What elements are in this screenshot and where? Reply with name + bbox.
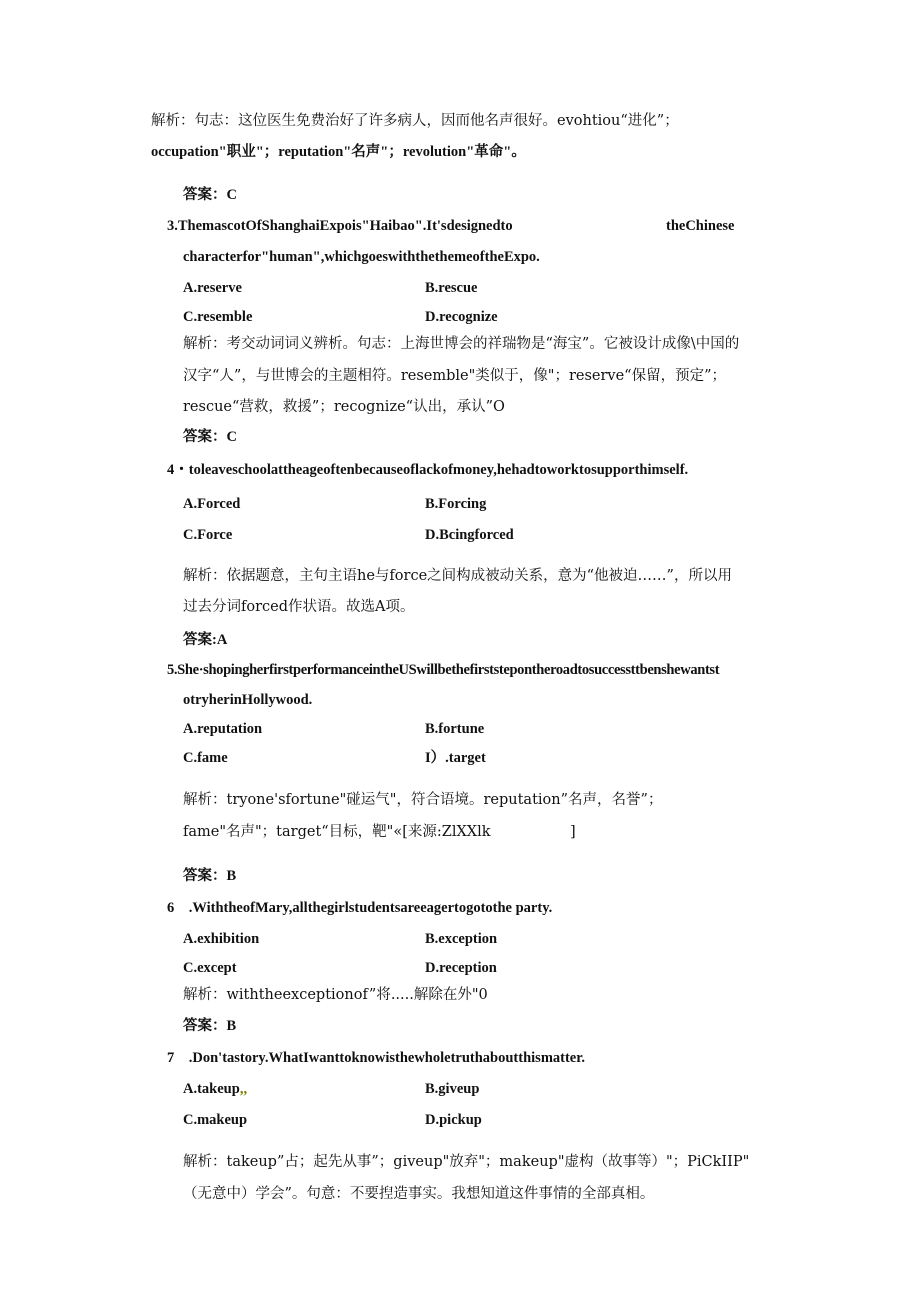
q3-option-c: C.resemble	[183, 309, 253, 325]
q7-option-a-mark: ,,	[239, 1081, 248, 1097]
question-5-line1: 5.She·shopingherfirstperformanceintheUSwillbethefirststepontheroadtosuccessttbenshewantst	[167, 662, 720, 678]
q5-option-b: B.fortune	[425, 721, 485, 737]
q6-option-a: A.exhibition	[183, 931, 260, 947]
q3-option-a: A.reserve	[183, 280, 242, 296]
q4-option-b: B.Forcing	[425, 496, 487, 512]
question-7: 7 .Don'tastory.WhatIwanttoknowisthewholetruthaboutthismatter.	[167, 1050, 585, 1066]
answer-q6: 答案：B	[183, 1018, 237, 1034]
q3-option-d: D.recognize	[425, 309, 498, 325]
q6-option-b: B.exception	[425, 931, 498, 947]
question-3-line2: characterfor"human",whichgoeswiththethemeoftheExpo.	[183, 249, 540, 265]
q4-option-c: C.Force	[183, 527, 233, 543]
explanation-q3-line2: 汉字“人”，与世博会的主题相符。resemble"类似于，像"；reserve“保留，预定”；	[183, 368, 727, 384]
question-4: 4・toleaveschoolattheageoftenbecauseoflackofmoney,hehadtoworktosupporthimself.	[167, 462, 689, 478]
explanation-q5-bracket: ]	[570, 824, 576, 840]
q7-option-a	[183, 1079, 247, 1099]
q6-option-d: D.reception	[425, 960, 497, 976]
q5-option-a: A.reputation	[183, 721, 263, 737]
explanation-q7-line1: 解析：takeup”占；起先从事”；giveup"放弃"；makeup"虚构（故事等）"；PiCkIIP"	[183, 1154, 750, 1170]
explanation-q3-line3: rescue“营救，救援”；recognize“认出，承认”O	[183, 399, 505, 415]
q6-option-c: C.except	[183, 960, 237, 976]
q4-option-a: A.Forced	[183, 496, 241, 512]
answer-q5: 答案：B	[183, 868, 237, 884]
question-5-line2: otryherinHollywood.	[183, 692, 313, 708]
explanation-q4-line2: 过去分词forced作状语。故选A项。	[183, 599, 415, 615]
explanation-q2-line2: occupation"职业"；reputation"名声"；revolution"革命"。	[151, 144, 526, 160]
q5-option-c: C.fame	[183, 750, 228, 766]
explanation-q2-line1: 解析：句志：这位医生免费治好了许多病人，因而他名声很好。evohtiou“进化”；	[151, 113, 679, 129]
explanation-q6: 解析：withtheexceptionof”将.....解除在外"0	[183, 987, 488, 1003]
answer-q4: 答案:A	[183, 632, 228, 648]
q4-option-d: D.Bcingforced	[425, 527, 514, 543]
q7-option-a-text: A.takeup	[183, 1081, 240, 1097]
question-6: 6 .WiththeofMary,allthegirlstudentsareeagertogotothe party.	[167, 900, 553, 916]
q3-option-b: B.rescue	[425, 280, 478, 296]
question-3-line1: 3.ThemascotOfShanghaiExpois"Haibao".It'sdesignedto	[167, 218, 513, 234]
explanation-q7-line2: （无意中）学会”。句意：不要揑造事实。我想知道这件事情的全部真相。	[183, 1186, 655, 1202]
q7-option-d: D.pickup	[425, 1112, 482, 1128]
explanation-q4-line1: 解析：依据题意，主句主语he与force之间构成被动关系，意为“他被迫……”，所以用	[183, 568, 732, 584]
explanation-q5-line2: fame"名声"；target“目标，靶"«[来源:ZlXXlk	[183, 824, 491, 840]
q7-option-c: C.makeup	[183, 1112, 248, 1128]
q7-option-b: B.giveup	[425, 1081, 480, 1097]
explanation-q5-line1: 解析：tryone'sfortune"碰运气"，符合语境。reputation”名声，名誉”；	[183, 792, 663, 808]
question-3-line1-end: theChinese	[666, 218, 735, 234]
answer-q3: 答案：C	[183, 429, 237, 445]
explanation-q3-line1: 解析：考交动词词义辨析。句志：上海世博会的祥瑞物是“海宝”。它被设计成像\中国的	[183, 336, 740, 352]
answer-q2: 答案：C	[183, 187, 237, 203]
q5-option-d: I）.target	[425, 750, 486, 766]
